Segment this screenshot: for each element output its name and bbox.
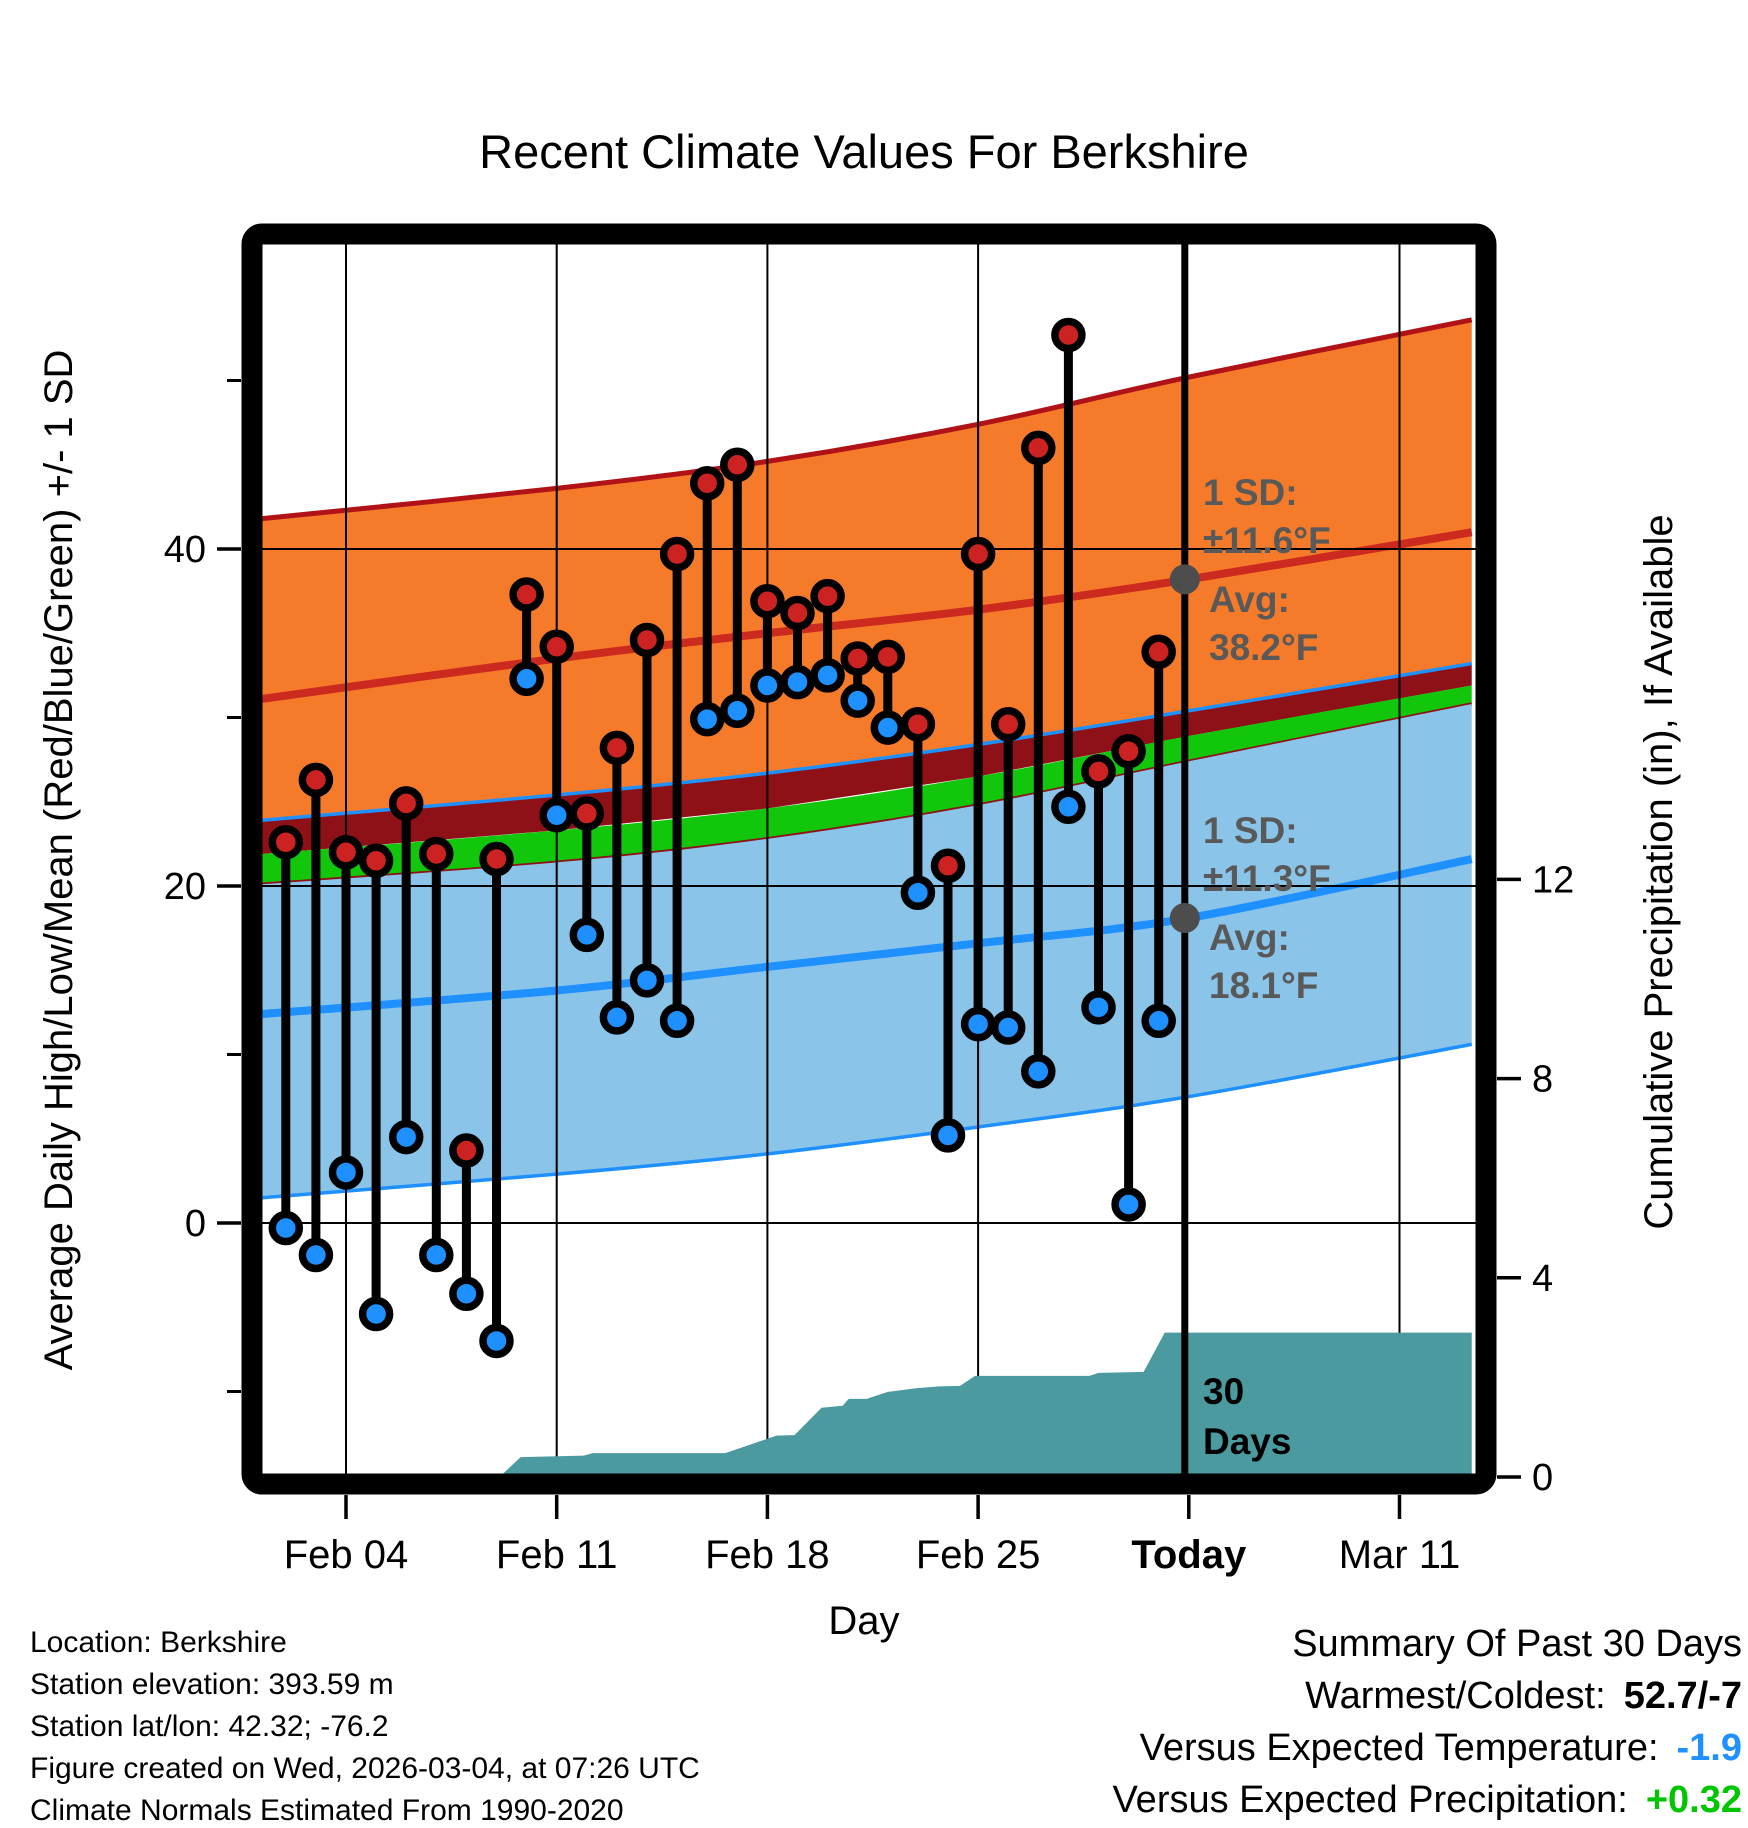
summary-warmest-coldest-label: Warmest/Coldest:: [1305, 1675, 1606, 1717]
y-right-tick-label: 8: [1532, 1058, 1554, 1101]
high-temp-dot: [333, 839, 360, 866]
summary-vs-temperature: [1112, 1722, 1742, 1774]
low-temp-dot: [393, 1124, 420, 1151]
low-temp-dot: [363, 1300, 390, 1327]
high-avg-label: Avg:: [1209, 579, 1290, 620]
low-avg-value: 18.1°F: [1209, 965, 1319, 1006]
low-temp-dot: [664, 1007, 691, 1034]
climatology-bands: [262, 320, 1472, 1198]
low-temp-dot: [272, 1215, 299, 1242]
low-sd-label: 1 SD:: [1203, 810, 1298, 851]
cumulative-precipitation-area: [500, 1333, 1472, 1477]
high-temp-dot: [664, 541, 691, 568]
x-tick-label: Feb 18: [705, 1533, 830, 1577]
low-temp-dot: [995, 1014, 1022, 1041]
low-temp-dot: [754, 672, 781, 699]
high-temp-dot: [423, 840, 450, 867]
high-temp-dot: [483, 846, 510, 873]
low-temp-dot: [784, 669, 811, 696]
high-temp-dot: [904, 711, 931, 738]
thirty-days-line2: Days: [1203, 1421, 1292, 1462]
station-location: Location: Berkshire: [30, 1626, 287, 1659]
x-axis-label: Day: [828, 1599, 900, 1643]
low-temp-dot: [814, 662, 841, 689]
y-left-tick-label: 40: [163, 529, 206, 571]
low-temp-dot: [302, 1242, 329, 1269]
low-temp-dot: [1145, 1007, 1172, 1034]
low-temp-dot: [844, 687, 871, 714]
avg-high-marker: [1170, 564, 1200, 594]
high-temp-dot: [844, 645, 871, 672]
low-avg-label: Avg:: [1209, 917, 1290, 958]
low-temp-dot: [603, 1004, 630, 1031]
summary-warmest-coldest: [1112, 1670, 1742, 1722]
summary-vs-temperature-value: -1.9: [1676, 1727, 1742, 1769]
precipitation-area: [500, 1333, 1472, 1477]
high-temp-dot: [272, 829, 299, 856]
high-temp-dot: [393, 790, 420, 817]
summary-vs-precipitation-value: +0.32: [1645, 1779, 1742, 1821]
low-temp-dot: [1055, 793, 1082, 820]
high-temp-dot: [453, 1137, 480, 1164]
summary-vs-precipitation: [1112, 1774, 1742, 1826]
x-tick-label: Feb 25: [915, 1533, 1041, 1577]
figure-created: Figure created on Wed, 2026-03-04, at 07:26 UTC: [30, 1752, 700, 1785]
high-temp-dot: [814, 583, 841, 610]
low-temp-dot: [904, 879, 931, 906]
high-temp-dot: [754, 588, 781, 615]
high-temp-dot: [784, 600, 811, 627]
x-tick-label: Today: [1131, 1533, 1247, 1577]
summary-vs-precipitation-label: Versus Expected Precipitation:: [1112, 1779, 1628, 1821]
high-temp-dot: [1055, 322, 1082, 349]
high-temp-dot: [363, 847, 390, 874]
y-right-axis-label: Cumulative Precipitation (in), If Available: [1637, 514, 1681, 1230]
low-temp-dot: [724, 697, 751, 724]
low-temp-dot: [573, 921, 600, 948]
low-temp-dot: [543, 802, 570, 829]
low-temp-dot: [1115, 1191, 1142, 1218]
low-temp-dot: [1025, 1058, 1052, 1085]
thirty-days-line1: 30: [1203, 1371, 1245, 1412]
station-info: [30, 1622, 700, 1828]
low-sd-value: ±11.3°F: [1203, 858, 1331, 899]
y-right-tick-label: 4: [1532, 1257, 1554, 1300]
low-temp-dot: [694, 706, 721, 733]
y-left-axis-label: Average Daily High/Low/Mean (Red/Blue/Green) +/- 1 SD: [37, 349, 81, 1371]
low-temp-dot: [453, 1280, 480, 1307]
y-left-tick-label: 0: [184, 1203, 206, 1245]
summary-header: Summary Of Past 30 Days: [1292, 1623, 1742, 1665]
high-temp-dot: [724, 451, 751, 478]
x-tick-label: Feb 04: [283, 1533, 409, 1577]
high-temp-dot: [302, 766, 329, 793]
high-temp-dot: [513, 581, 540, 608]
chart-title: Recent Climate Values For Berkshire: [479, 125, 1249, 178]
summary-past-30-days: [1112, 1618, 1742, 1826]
station-latlon: Station lat/lon: 42.32; -76.2: [30, 1710, 389, 1743]
high-temp-dot: [1115, 738, 1142, 765]
high-sd-label: 1 SD:: [1203, 472, 1298, 513]
high-sd-value: ±11.6°F: [1203, 520, 1331, 561]
high-temp-dot: [995, 711, 1022, 738]
low-temp-dot: [483, 1327, 510, 1354]
low-temp-dot: [935, 1122, 962, 1149]
station-elevation: Station elevation: 393.59 m: [30, 1668, 394, 1701]
summary-vs-temperature-label: Versus Expected Temperature:: [1139, 1727, 1659, 1769]
high-avg-value: 38.2°F: [1209, 627, 1319, 668]
y-right-tick-label: 12: [1532, 859, 1575, 902]
low-temp-dot: [423, 1242, 450, 1269]
low-temp-dot: [513, 665, 540, 692]
low-temp-dot: [874, 714, 901, 741]
low-temp-dot: [333, 1159, 360, 1186]
avg-low-marker: [1170, 903, 1200, 933]
high-temp-dot: [874, 643, 901, 670]
high-temp-dot: [543, 633, 570, 660]
y-right-tick-label: 0: [1532, 1457, 1554, 1499]
y-left-tick-label: 20: [163, 866, 206, 908]
climate-normals: Climate Normals Estimated From 1990-2020: [30, 1794, 624, 1827]
high-temp-dot: [1085, 758, 1112, 785]
low-temp-dot: [1085, 994, 1112, 1021]
high-temp-dot: [634, 626, 661, 653]
high-temp-dot: [1025, 434, 1052, 461]
summary-warmest-coldest-value: 52.7/-7: [1623, 1675, 1742, 1717]
high-temp-dot: [965, 541, 992, 568]
high-temp-dot: [694, 470, 721, 497]
high-temp-dot: [603, 734, 630, 761]
low-temp-dot: [634, 967, 661, 994]
high-temp-dot: [1145, 638, 1172, 665]
low-temp-dot: [965, 1011, 992, 1038]
x-tick-label: Mar 11: [1338, 1533, 1461, 1577]
high-temp-dot: [935, 852, 962, 879]
x-tick-label: Feb 11: [495, 1533, 618, 1577]
high-temp-dot: [573, 800, 600, 827]
